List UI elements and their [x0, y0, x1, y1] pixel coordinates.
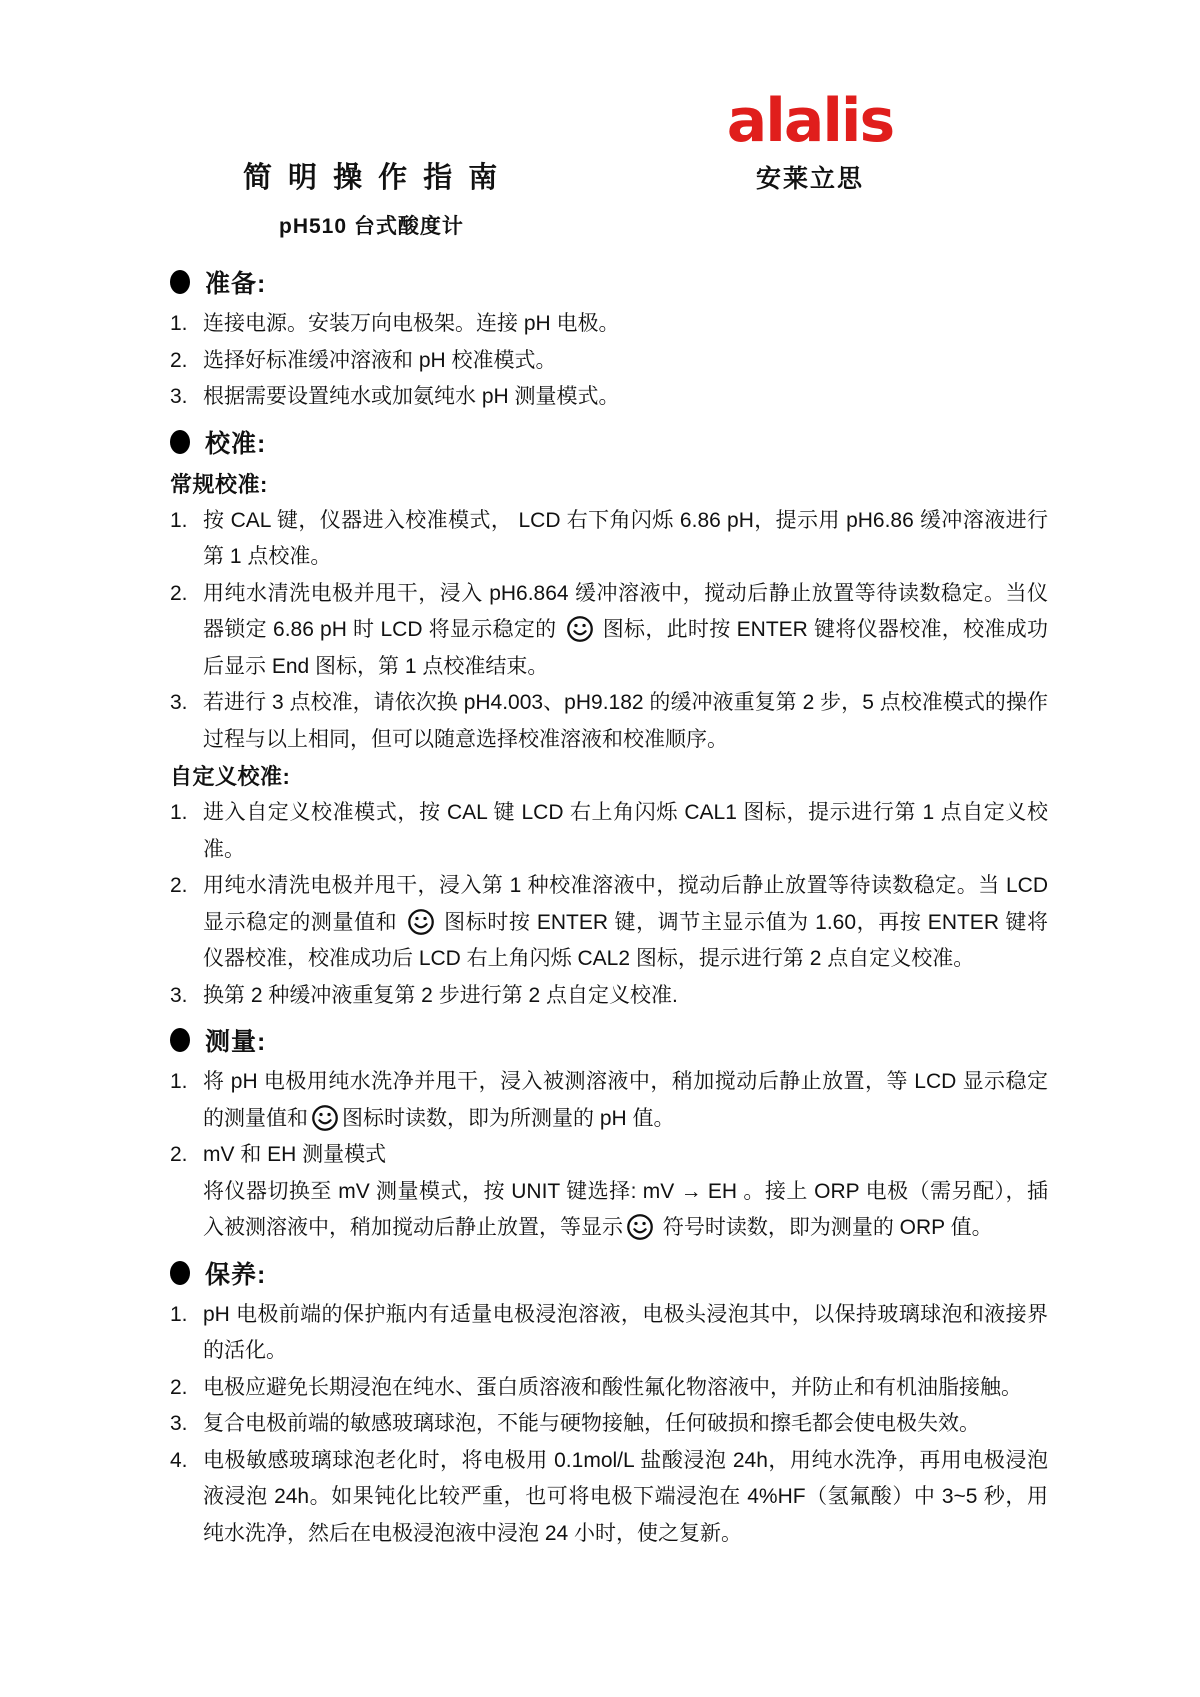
subsection-heading: 常规校准:	[170, 471, 268, 497]
list-item	[170, 1064, 1048, 1137]
brand-block	[700, 84, 920, 195]
subsection-heading: 自定义校准:	[170, 764, 291, 789]
item-number: 3.	[170, 691, 188, 714]
text-run: 符号时读数，即为测量的 ORP 值。	[657, 1216, 993, 1239]
item-text	[203, 868, 1048, 978]
list-item	[170, 978, 1048, 1015]
section-title: 校准:	[205, 429, 267, 458]
section-heading	[170, 422, 1048, 462]
item-text	[203, 1297, 1048, 1370]
list-item	[170, 576, 1048, 686]
item-text	[203, 576, 1048, 686]
item-text	[203, 1174, 1048, 1247]
smiley-face-icon	[626, 1213, 654, 1241]
bullet-icon	[170, 1261, 190, 1285]
item-text	[203, 685, 1048, 758]
text-run: 图标，此时按 ENTER 键将仪器校准，校准成功后显示 End 图标，第 1 点校准结束。	[203, 618, 1048, 678]
page-title: 简 明 操 作 指 南	[243, 162, 502, 195]
item-number: 2.	[170, 1375, 188, 1399]
brand-tagline: 安莱立思	[755, 165, 864, 193]
text-run: 换第 2 种缓冲液重复第 2 步进行第 2 点自定义校准.	[203, 983, 678, 1007]
text-run: 用纯水清洗电极并甩干，浸入第 1 种校准溶液中，搅动后静止放置等待读数稳定。当 LCD 显示稳定的测量值和	[203, 874, 1048, 934]
item-number: 2.	[170, 581, 188, 605]
item-number: 3.	[170, 983, 188, 1007]
list-item-continuation	[170, 1174, 1048, 1247]
document-body	[170, 256, 1048, 1552]
item-text	[203, 978, 1048, 1015]
list-item	[170, 795, 1048, 868]
text-run: 进入自定义校准模式，按 CAL 键 LCD 右上角闪烁 CAL1 图标，提示进行第 1 点自定义校准。	[203, 801, 1048, 861]
item-number: 2.	[170, 874, 188, 897]
section-title: 准备:	[205, 270, 267, 298]
smiley-face-icon	[407, 908, 435, 936]
text-run: 复合电极前端的敏感玻璃球泡，不能与硬物接触，任何破损和擦毛都会使电极失效。	[203, 1412, 980, 1435]
section-preparation	[170, 262, 1048, 416]
product-subtitle: pH510 台式酸度计	[279, 215, 464, 238]
text-run: pH 电极前端的保护瓶内有适量电极浸泡溶液，电极头浸泡其中，以保持玻璃球泡和液接界的活化。	[203, 1302, 1048, 1362]
item-number: 1.	[170, 801, 188, 824]
text-run: 根据需要设置纯水或加氨纯水 pH 测量模式。	[203, 385, 620, 408]
section-title: 保养:	[205, 1260, 267, 1289]
text-run: 用纯水清洗电极并甩干，浸入 pH6.864 缓冲溶液中，搅动后静止放置等待读数稳定。当仪器锁定 6.86 pH 时 LCD 将显示稳定的	[203, 581, 1048, 641]
list-item	[170, 868, 1048, 978]
text-run: 选择好标准缓冲溶液和 pH 校准模式。	[203, 348, 557, 372]
item-text	[203, 1443, 1048, 1553]
list-item	[170, 685, 1048, 758]
bullet-icon	[170, 270, 190, 294]
bullet-icon	[170, 430, 190, 454]
text-run: 图标时读数，即为所测量的 pH 值。	[342, 1106, 675, 1130]
item-number: 1.	[170, 1302, 188, 1326]
item-text	[203, 379, 1048, 416]
bullet-icon	[170, 1028, 190, 1052]
item-number: 1.	[170, 508, 188, 532]
text-run: 电极应避免长期浸泡在纯水、蛋白质溶液和酸性氟化物溶液中，并防止和有机油脂接触。	[203, 1375, 1022, 1399]
text-run: 连接电源。安装万向电极架。连接 pH 电极。	[203, 312, 620, 335]
text-run: 电极敏感玻璃球泡老化时，将电极用 0.1mol/L 盐酸浸泡 24h，用纯水洗净，再用电极浸泡液浸泡 24h。如果钝化比较严重，也可将电极下端浸泡在 4%HF（氢氟酸）中 3~5 秒，用纯水洗净，然后在电极浸泡液中浸泡 24 小时，使之复新。	[203, 1448, 1048, 1545]
item-number: 3.	[170, 1412, 188, 1435]
list-item	[170, 503, 1048, 576]
section-maintenance	[170, 1253, 1048, 1553]
text-run: 若进行 3 点校准，请依次换 pH4.003、pH9.182 的缓冲液重复第 2 步，5 点校准模式的操作过程与以上相同，但可以随意选择校准溶液和校准顺序。	[203, 691, 1048, 751]
item-number: 4.	[170, 1448, 188, 1472]
alalis-logo: alalis	[726, 86, 894, 156]
item-number: 3.	[170, 385, 188, 408]
item-number: 2.	[170, 1143, 188, 1166]
item-text	[203, 1406, 1048, 1443]
list-item	[170, 1297, 1048, 1370]
text-run: 按 CAL 键，仪器进入校准模式， LCD 右下角闪烁 6.86 pH，提示用 pH6.86 缓冲溶液进行第 1 点校准。	[203, 508, 1048, 568]
item-text	[203, 795, 1048, 868]
item-number: 2.	[170, 348, 188, 372]
section-title: 测量:	[205, 1028, 267, 1056]
section-heading	[170, 262, 1048, 302]
item-text	[203, 1137, 1048, 1174]
item-text	[203, 1370, 1048, 1407]
item-text	[203, 306, 1048, 343]
smiley-face-icon	[566, 615, 594, 643]
section-measurement	[170, 1020, 1048, 1247]
list-item	[170, 379, 1048, 416]
list-item	[170, 1137, 1048, 1174]
list-item	[170, 306, 1048, 343]
text-run: 图标时按 ENTER 键，调节主显示值为 1.60，再按 ENTER 键将仪器校准，校准成功后 LCD 右上角闪烁 CAL2 图标，提示进行第 2 点自定义校准。	[203, 910, 1048, 970]
item-text	[203, 343, 1048, 380]
text-run: 将 pH 电极用纯水洗净并甩干，浸入被测溶液中，稍加搅动后静止放置，等 LCD 显示稳定的测量值和	[203, 1070, 1048, 1130]
item-text	[203, 503, 1048, 576]
list-item	[170, 1443, 1048, 1553]
list-item	[170, 343, 1048, 380]
item-number: 1.	[170, 312, 188, 335]
smiley-face-icon	[311, 1104, 339, 1132]
section-calibration	[170, 422, 1048, 1015]
list-item	[170, 1406, 1048, 1443]
list-item	[170, 1370, 1048, 1407]
text-run: mV 和 EH 测量模式	[203, 1143, 387, 1166]
section-heading	[170, 1020, 1048, 1060]
text-run: 将仪器切换至 mV 测量模式，按 UNIT 键选择: mV → EH 。接上 ORP 电极（需另配），插入被测溶液中，稍加搅动后静止放置，等显示	[203, 1179, 1048, 1239]
item-text	[203, 1064, 1048, 1137]
item-number: 1.	[170, 1070, 188, 1093]
section-heading	[170, 1253, 1048, 1293]
